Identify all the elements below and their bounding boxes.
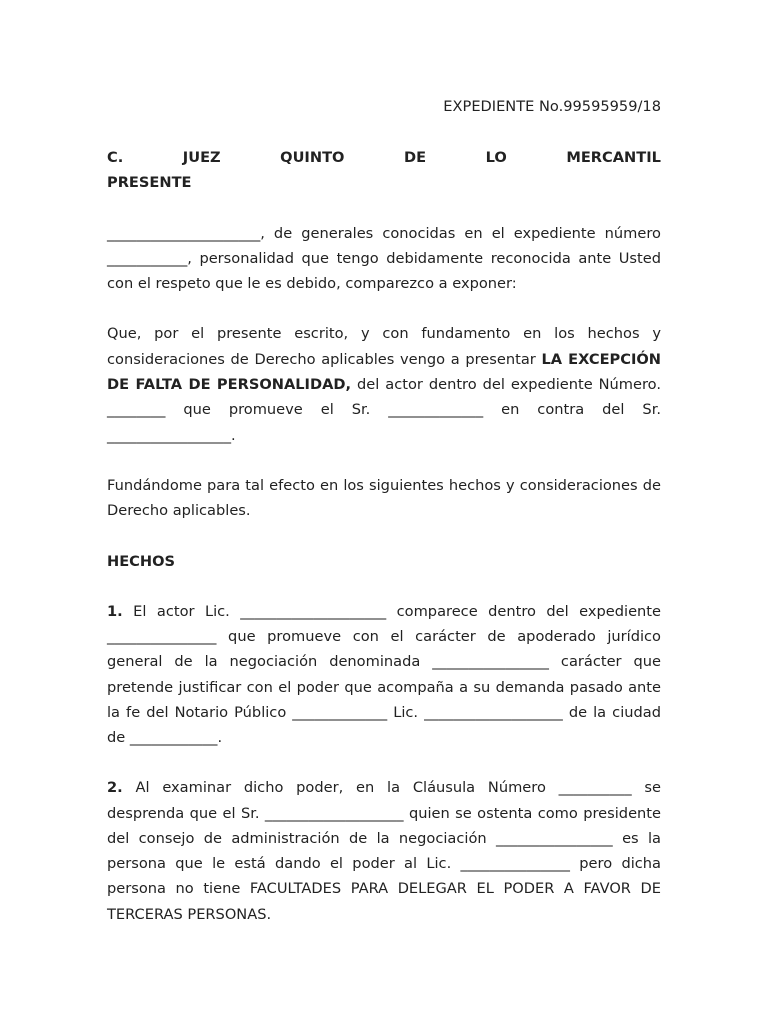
expediente-number: EXPEDIENTE No.99595959/18 [443, 98, 661, 115]
paragraph-line: 1. El actor Lic. ____________________ comparece dentro del expediente [107, 603, 661, 620]
paragraph-line: TERCERAS PERSONAS. [107, 906, 272, 923]
paragraph-line: Que, por el presente escrito, y con fundamento en los hechos y [107, 325, 661, 342]
paragraph-line: la fe del Notario Público _____________ Lic. ___________________ de la ciudad [107, 704, 661, 721]
paragraph-line: pretende justificar con el poder que acompaña a su demanda pasado ante [107, 679, 661, 696]
addressee-word: JUEZ [182, 149, 221, 166]
addressee-word: QUINTO [280, 149, 345, 166]
addressee-line [107, 148, 661, 168]
paragraph-line: Fundándome para tal efecto en los siguientes hechos y consideraciones de [107, 477, 661, 494]
paragraph-line: 2. Al examinar dicho poder, en la Cláusula Número __________ se [107, 779, 661, 796]
addressee-word: DE [403, 149, 427, 166]
paragraph-line: _________________. [107, 427, 236, 444]
addressee-word: MERCANTIL [566, 149, 661, 166]
presente-line: PRESENTE [107, 174, 192, 191]
paragraph-line: persona no tiene FACULTADES PARA DELEGAR EL PODER A FAVOR DE [107, 880, 661, 897]
section-heading: HECHOS [107, 553, 176, 570]
paragraph-line: general de la negociación denominada ________________ carácter que [107, 653, 661, 670]
paragraph-line: desprenda que el Sr. ___________________ quien se ostenta como presidente [107, 805, 661, 822]
paragraph-line: de ____________. [107, 729, 223, 746]
paragraph-line: con el respeto que le es debido, comparezco a exponer: [107, 275, 517, 292]
item-number: 2. [107, 779, 123, 796]
paragraph-line: _______________ que promueve con el carácter de apoderado jurídico [107, 628, 661, 645]
paragraph-line: DE FALTA DE PERSONALIDAD, del actor dentro del expediente Número. [107, 376, 661, 393]
paragraph-line: _____________________, de generales conocidas en el expediente número [107, 225, 661, 242]
paragraph-line: ________ que promueve el Sr. _____________ en contra del Sr. [107, 401, 661, 418]
paragraph-line: persona que le está dando el poder al Lic. _______________ pero dicha [107, 855, 661, 872]
paragraph-line: ___________, personalidad que tengo debidamente reconocida ante Usted [107, 250, 661, 267]
paragraph-line: del consejo de administración de la negociación ________________ es la [107, 830, 661, 847]
paragraph-line: Derecho aplicables. [107, 502, 251, 519]
addressee-word: C. [107, 149, 124, 166]
paragraph-line: consideraciones de Derecho aplicables vengo a presentar LA EXCEPCIÓN [107, 351, 661, 368]
addressee-word: LO [485, 149, 507, 166]
item-number: 1. [107, 603, 123, 620]
